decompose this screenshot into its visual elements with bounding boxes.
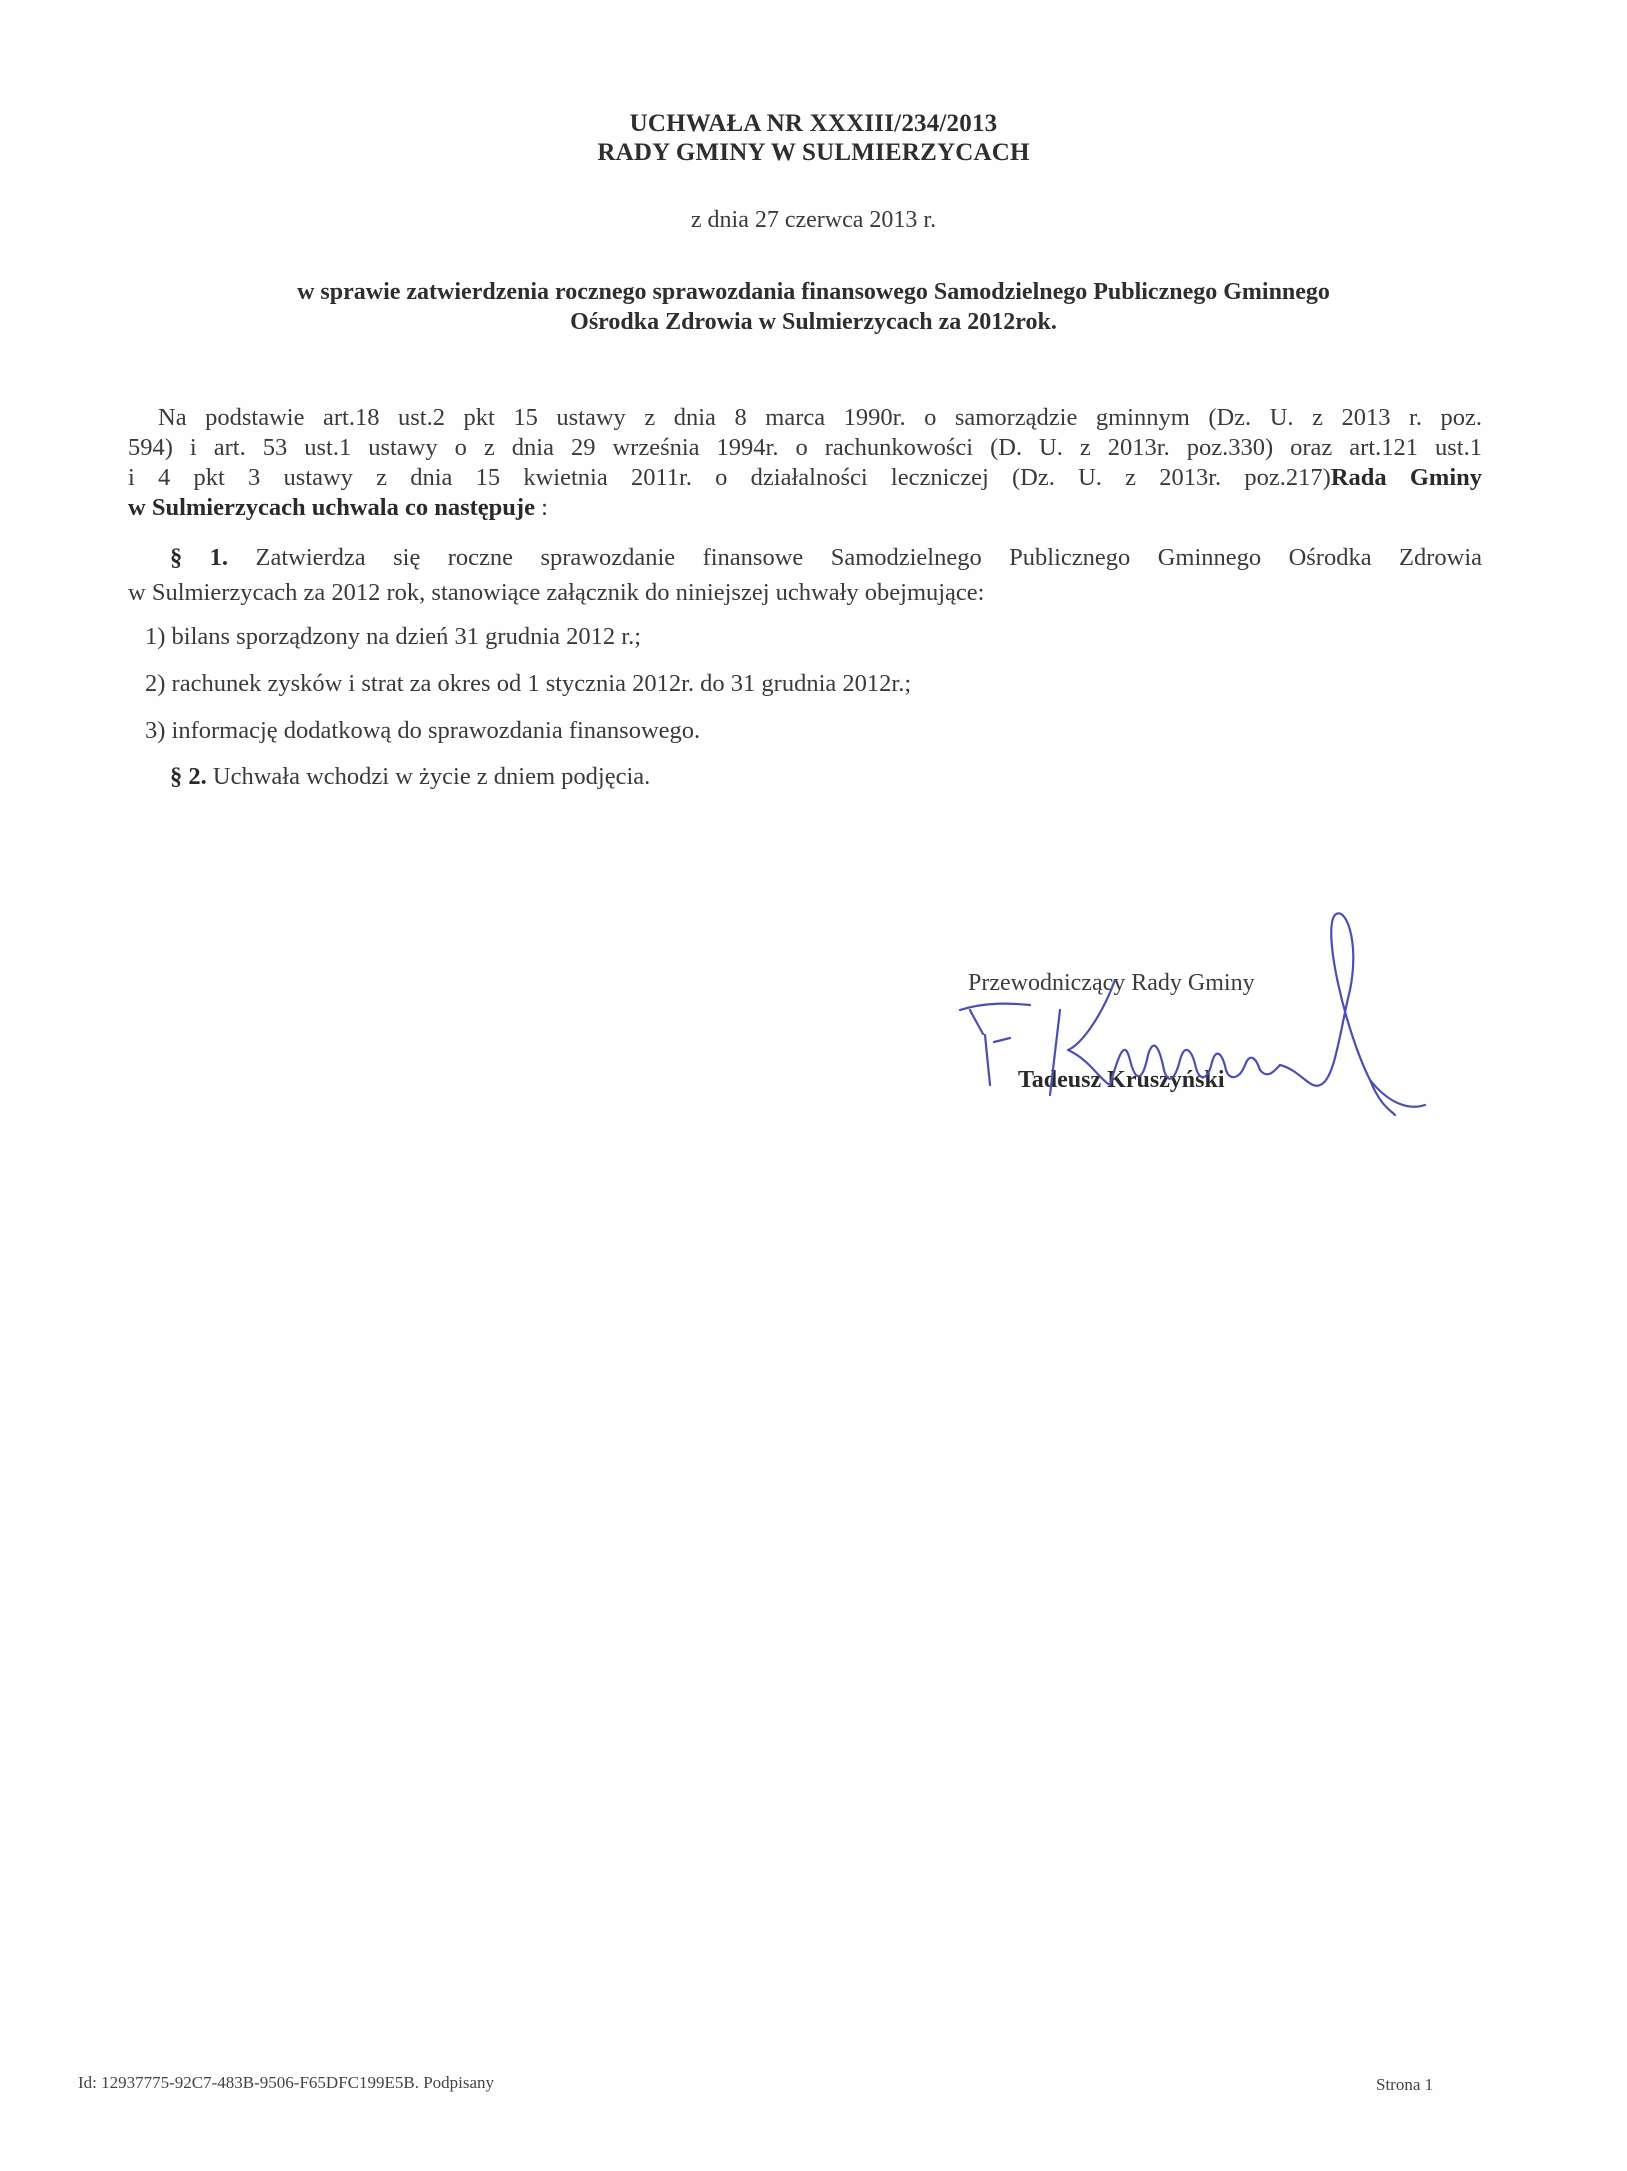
preamble-line-4 xyxy=(128,493,1482,523)
page-number: Strona 1 xyxy=(1376,2075,1434,2094)
document-id: Id: 12937775-92C7-483B-9506-F65DFC199E5B. Podpisany xyxy=(78,2073,495,2092)
section-1-text: Zatwierdza się roczne sprawozdanie finansowe Samodzielnego Publicznego Gminnego Ośrodka Zdrowia xyxy=(228,544,1483,571)
subject-line-2: Ośrodka Zdrowia w Sulmierzycach za 2012rok. xyxy=(570,309,1057,335)
preamble-enacting-clause: w Sulmierzycach uchwala co następuje xyxy=(128,494,535,521)
preamble xyxy=(128,403,1482,523)
council-name: RADY GMINY W SULMIERZYCACH xyxy=(597,139,1030,166)
section-1-label: § 1. xyxy=(170,544,229,571)
signature-stroke-wave xyxy=(1110,1046,1280,1085)
section-2-label: § 2. xyxy=(170,763,207,790)
signature-stroke-k xyxy=(1050,980,1115,1095)
section-1 xyxy=(128,543,1482,608)
section-2 xyxy=(170,763,650,791)
signatory-title: Przewodniczący Rady Gminy xyxy=(968,970,1255,996)
preamble-line-1: Na podstawie art.18 ust.2 pkt 15 ustawy z dnia 8 marca 1990r. o samorządzie gminnym (Dz. U. z 2013 r. poz. xyxy=(158,404,1482,431)
list-item: 3) informację dodatkową do sprawozdania finansowego. xyxy=(145,717,701,744)
section-1-line-2: w Sulmierzycach za 2012 rok, stanowiące załącznik do niniejszej uchwały obejmujące: xyxy=(128,579,985,606)
handwritten-signature xyxy=(950,910,1430,1130)
resolution-date: z dnia 27 czerwca 2013 r. xyxy=(690,207,937,233)
list-item: 2) rachunek zysków i strat za okres od 1 stycznia 2012r. do 31 grudnia 2012r.; xyxy=(145,670,912,697)
preamble-line-2: 594) i art. 53 ust.1 ustawy o z dnia 29 września 1994r. o rachunkowości (D. U. z 2013r. poz.330) oraz art.121 ust.1 xyxy=(128,434,1482,461)
preamble-line-3-text: i 4 pkt 3 ustawy z dnia 15 kwietnia 2011r. o działalności leczniczej (Dz. U. z 2013r. poz.217) xyxy=(128,464,1331,491)
signature-strokes xyxy=(960,913,1425,1115)
section-1-line-1 xyxy=(128,543,1482,573)
subject-line-1: w sprawie zatwierdzenia rocznego sprawozdania finansowego Samodzielnego Publicznego Gminnego xyxy=(297,279,1330,305)
preamble-line-3 xyxy=(128,463,1482,493)
signatory-name: Tadeusz Kruszyński xyxy=(1018,1067,1225,1093)
signature-stroke-t xyxy=(960,1004,1030,1085)
list-item: 1) bilans sporządzony na dzień 31 grudnia 2012 r.; xyxy=(145,623,642,650)
preamble-line-3-bold: Rada Gminy xyxy=(1330,464,1483,491)
section-2-text: Uchwała wchodzi w życie z dniem podjęcia. xyxy=(206,763,651,790)
preamble-colon: : xyxy=(534,494,548,521)
signature-stroke-flourish xyxy=(1280,913,1425,1115)
resolution-title: UCHWAŁA NR XXXIII/234/2013 xyxy=(629,110,998,137)
